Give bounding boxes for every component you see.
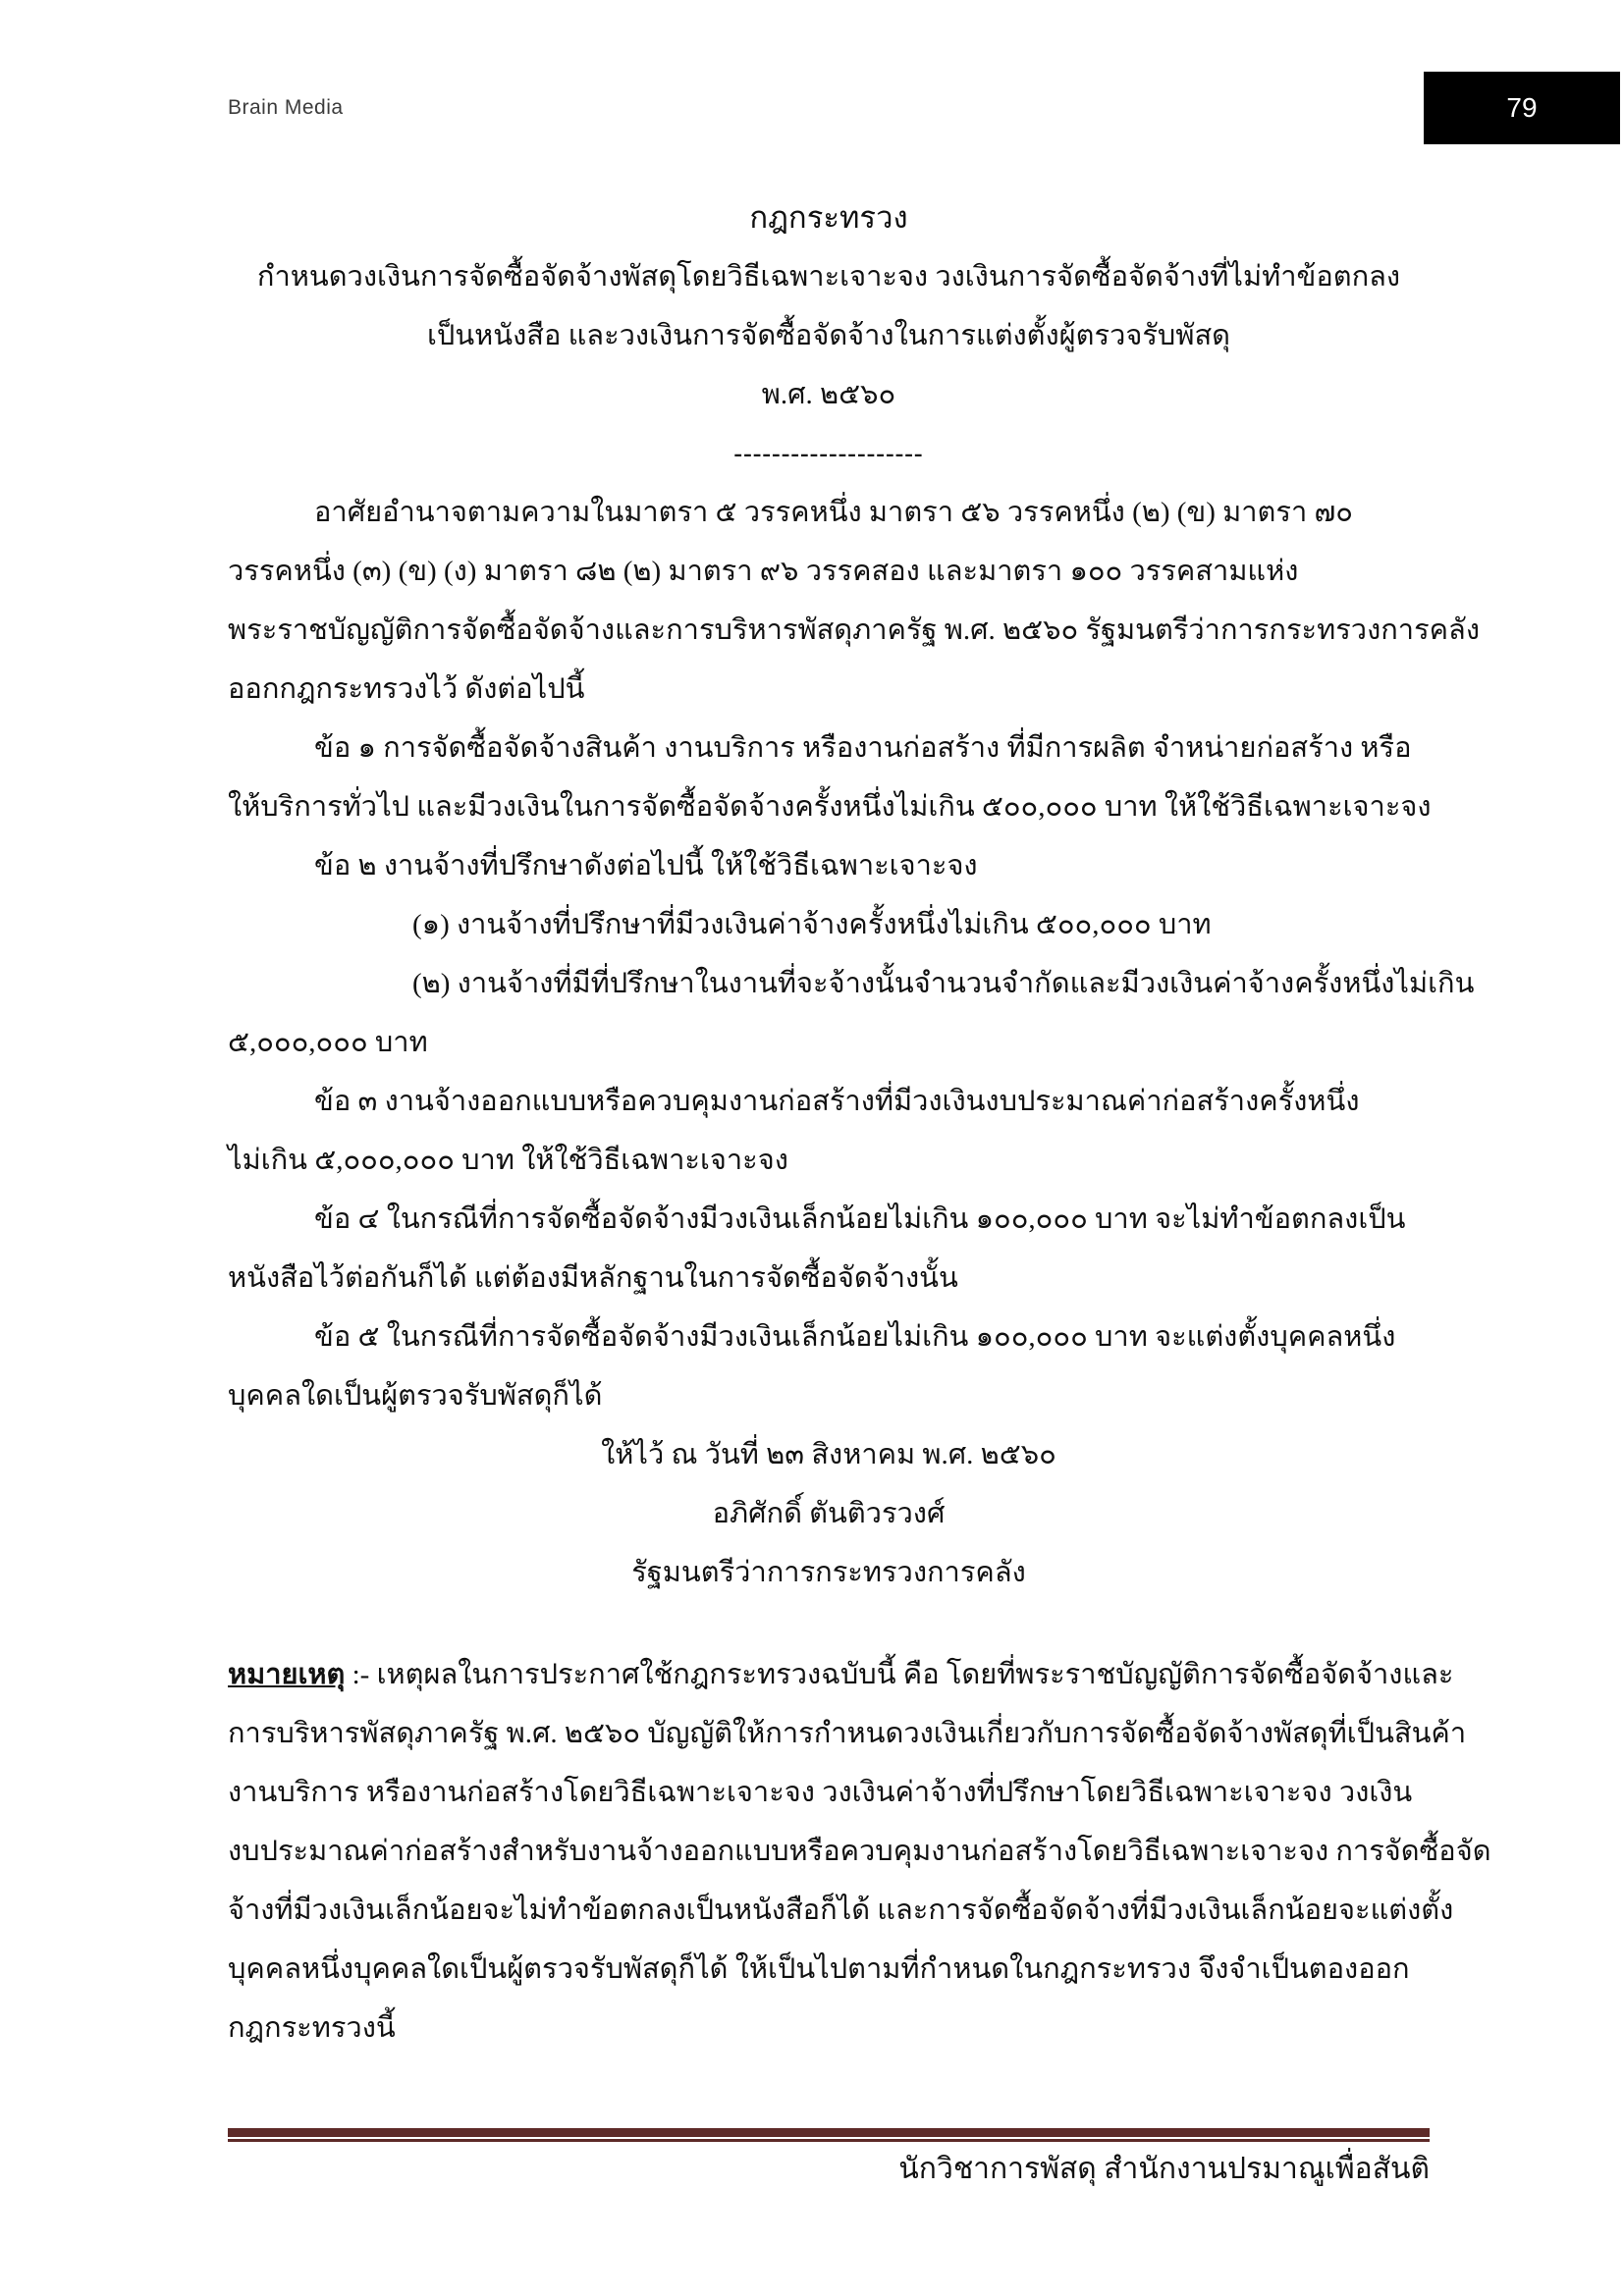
- body-line: อาศัยอำนาจตามความในมาตรา ๕ วรรคหนึ่ง มาตรา ๕๖ วรรคหนึ่ง (๒) (ข) มาตรา ๗๐: [314, 497, 1353, 528]
- title-year: พ.ศ. ๒๕๖๐: [761, 379, 896, 410]
- signature-title: รัฐมนตรีว่าการกระทรวงการคลัง: [631, 1557, 1026, 1588]
- body-line: ข้อ ๑ การจัดซื้อจัดจ้างสินค้า งานบริการ หรืองานก่อสร้าง ที่มีการผลิต จำหน่ายก่อสร้าง หรือ: [314, 732, 1412, 764]
- note-line: การบริหารพัสดุภาครัฐ พ.ศ. ๒๕๖๐ บัญญัติให้การกำหนดวงเงินเกี่ยวกับการจัดซื้อจัดจ้างพัสดุที่เป็นสินค้า: [228, 1718, 1467, 1749]
- note-label: หมายเหตุ: [228, 1659, 346, 1690]
- page-number: 79: [1506, 92, 1538, 123]
- body-line: ไม่เกิน ๕,๐๐๐,๐๐๐ บาท ให้ใช้วิธีเฉพาะเจาะจง: [228, 1145, 788, 1176]
- body-line: ๕,๐๐๐,๐๐๐ บาท: [228, 1027, 428, 1058]
- body-line: (๒) งานจ้างที่มีที่ปรึกษาในงานที่จะจ้างนั้นจำนวนจำกัดและมีวงเงินค่าจ้างครั้งหนึ่งไม่เกิน: [412, 968, 1475, 999]
- body-line: ข้อ ๕ ในกรณีที่การจัดซื้อจัดจ้างมีวงเงินเล็กน้อยไม่เกิน ๑๐๐,๐๐๐ บาท จะแต่งตั้งบุคคลหนึ่ง: [314, 1321, 1396, 1353]
- footer-credit: นักวิชาการพัสดุ สำนักงานปรมาณูเพื่อสันติ: [898, 2153, 1430, 2185]
- signature-name: อภิศักดิ์ ตันติวรวงศ์: [712, 1498, 946, 1529]
- note-line: บุคคลหนึ่งบุคคลใดเป็นผู้ตรวจรับพัสดุก็ได้ ให้เป็นไปตามที่กำหนดในกฎกระทรวง จึงจำเป็นตองออก: [228, 1953, 1410, 1985]
- note-block: [228, 1645, 1491, 2057]
- document-title: กฎกระทรวง: [749, 200, 908, 235]
- footer-divider-thin-line: [228, 2139, 1430, 2142]
- signature-block: [228, 1425, 1430, 1602]
- body-line: วรรคหนึ่ง (๓) (ข) (ง) มาตรา ๘๒ (๒) มาตรา ๙๖ วรรคสอง และมาตรา ๑๐๐ วรรคสามแห่ง: [228, 556, 1299, 587]
- document-content: [228, 188, 1491, 2057]
- page-number-box: [1424, 72, 1620, 144]
- footer-divider: [228, 2128, 1430, 2142]
- signature-place-date: ให้ไว้ ณ วันที่ ๒๓ สิงหาคม พ.ศ. ๒๕๖๐: [601, 1439, 1056, 1470]
- body-line: ออกกฎกระทรวงไว้ ดังต่อไปนี้: [228, 673, 585, 705]
- body-line: ข้อ ๔ ในกรณีที่การจัดซื้อจัดจ้างมีวงเงินเล็กน้อยไม่เกิน ๑๐๐,๐๐๐ บาท จะไม่ทำข้อตกลงเป็น: [314, 1203, 1406, 1235]
- note-line-rest: :- เหตุผลในการประกาศใช้กฎกระทรวงฉบับนี้ คือ โดยที่พระราชบัญญัติการจัดซื้อจัดจ้างและ: [345, 1659, 1454, 1690]
- body-line: หนังสือไว้ต่อกันก็ได้ แต่ต้องมีหลักฐานในการจัดซื้อจัดจ้างนั้น: [228, 1262, 958, 1294]
- body-line: (๑) งานจ้างที่ปรึกษาที่มีวงเงินค่าจ้างครั้งหนึ่งไม่เกิน ๕๐๐,๐๐๐ บาท: [412, 909, 1212, 940]
- note-line: กฎกระทรวงนี้: [228, 2012, 396, 2044]
- note-line: งบประมาณค่าก่อสร้างสำหรับงานจ้างออกแบบหรือควบคุมงานก่อสร้างโดยวิธีเฉพาะเจาะจง การจัดซื้อจัด: [228, 1836, 1491, 1867]
- body-line: ข้อ ๒ งานจ้างที่ปรึกษาดังต่อไปนี้ ให้ใช้วิธีเฉพาะเจาะจง: [314, 850, 978, 881]
- title-subtitle-1: กำหนดวงเงินการจัดซื้อจัดจ้างพัสดุโดยวิธีเฉพาะเจาะจง วงเงินการจัดซื้อจัดจ้างที่ไม่ทำข้อตกลง: [256, 261, 1401, 293]
- body-block: [228, 483, 1480, 1425]
- title-subtitle-2: เป็นหนังสือ และวงเงินการจัดซื้อจัดจ้างในการแต่งตั้งผู้ตรวจรับพัสดุ: [427, 320, 1230, 351]
- title-separator: --------------------: [733, 439, 924, 467]
- body-line: ให้บริการทั่วไป และมีวงเงินในการจัดซื้อจัดจ้างครั้งหนึ่งไม่เกิน ๕๐๐,๐๐๐ บาท ให้ใช้วิธีเฉพาะเจาะจง: [228, 791, 1432, 823]
- title-block: [228, 188, 1430, 483]
- body-line: ข้อ ๓ งานจ้างออกแบบหรือควบคุมงานก่อสร้างที่มีวงเงินงบประมาณค่าก่อสร้างครั้งหนึ่ง: [314, 1086, 1360, 1117]
- footer-divider-thick-line: [228, 2128, 1430, 2137]
- body-line: บุคคลใดเป็นผู้ตรวจรับพัสดุก็ได้: [228, 1380, 603, 1412]
- brand-label: Brain Media: [228, 96, 344, 119]
- note-line: [228, 1645, 1454, 1704]
- note-line: จ้างที่มีวงเงินเล็กน้อยจะไม่ทำข้อตกลงเป็นหนังสือก็ได้ และการจัดซื้อจัดจ้างที่มีวงเงินเล็กน้อยจะแต่งตั้ง: [228, 1895, 1454, 1926]
- note-line: งานบริการ หรืองานก่อสร้างโดยวิธีเฉพาะเจาะจง วงเงินค่าจ้างที่ปรึกษาโดยวิธีเฉพาะเจาะจง วงเงิน: [228, 1777, 1413, 1808]
- body-line: พระราชบัญญัติการจัดซื้อจัดจ้างและการบริหารพัสดุภาครัฐ พ.ศ. ๒๕๖๐ รัฐมนตรีว่าการกระทรวงการคลัง: [228, 614, 1480, 646]
